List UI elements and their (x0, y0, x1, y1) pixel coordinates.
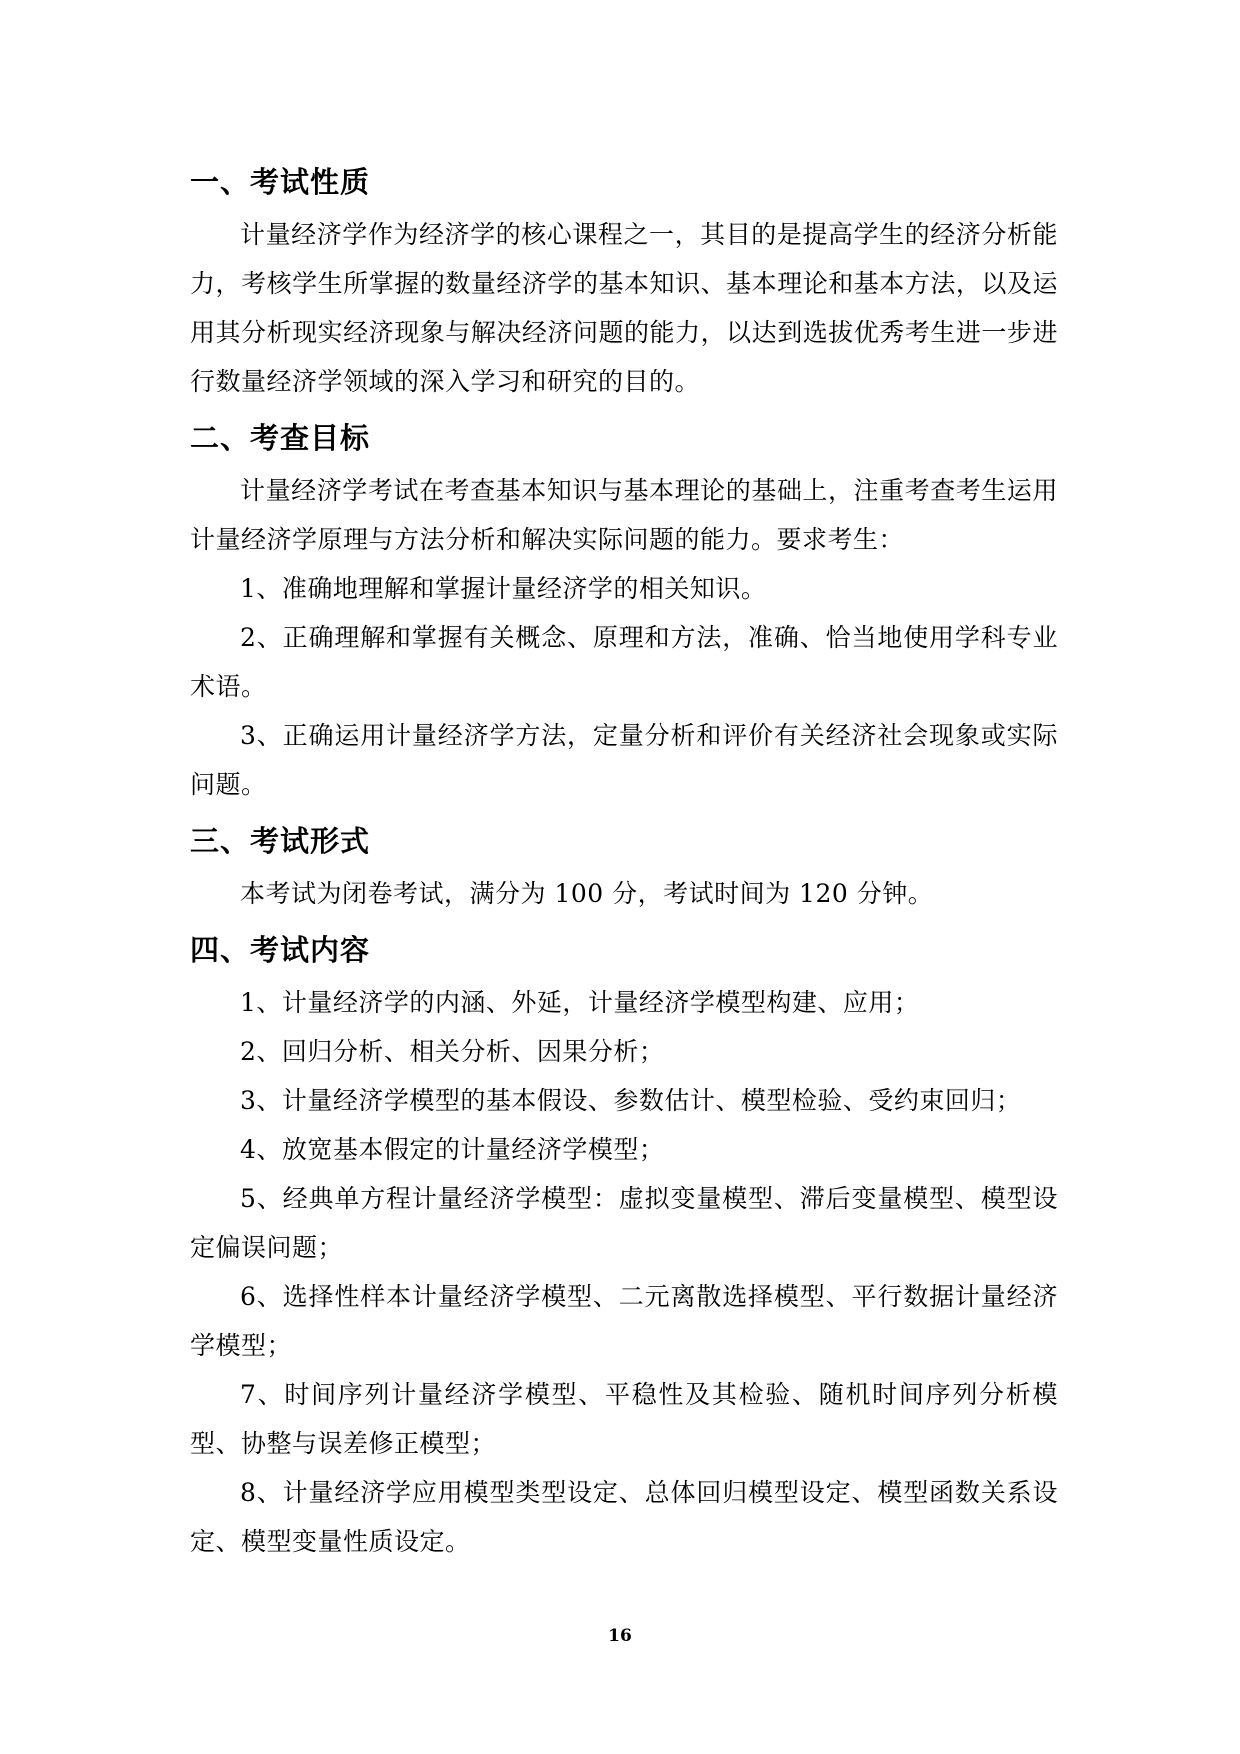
content-item-5: 5、经典单方程计量经济学模型：虚拟变量模型、滞后变量模型、模型设定偏误问题； (190, 1184, 1058, 1262)
section-heading-exam-format: 三、考试形式 (190, 824, 371, 858)
objective-item-2: 2、正确理解和掌握有关概念、原理和方法，准确、恰当地使用学科专业术语。 (190, 623, 1058, 701)
objective-item-1: 1、准确地理解和掌握计量经济学的相关知识。 (240, 574, 767, 603)
section-heading-exam-objectives: 二、考查目标 (190, 421, 371, 455)
objective-item-3: 3、正确运用计量经济学方法，定量分析和评价有关经济社会现象或实际问题。 (190, 721, 1058, 799)
page-number: 16 (608, 1626, 632, 1646)
content-item-1: 1、计量经济学的内涵、外延，计量经济学模型构建、应用； (240, 988, 920, 1017)
content-item-2: 2、回归分析、相关分析、因果分析； (240, 1037, 665, 1066)
content-item-7: 7、时间序列计量经济学模型、平稳性及其检验、随机时间序列分析模型、协整与误差修正模型； (190, 1380, 1058, 1458)
section-heading-exam-nature: 一、考试性质 (190, 165, 371, 199)
content-item-8: 8、计量经济学应用模型类型设定、总体回归模型设定、模型函数关系设定、模型变量性质设定。 (190, 1478, 1058, 1556)
content-item-4: 4、放宽基本假定的计量经济学模型； (240, 1135, 665, 1164)
document-body (190, 158, 1058, 1566)
content-item-6: 6、选择性样本计量经济学模型、二元离散选择模型、平行数据计量经济学模型； (190, 1282, 1058, 1360)
paragraph-exam-nature: 计量经济学作为经济学的核心课程之一，其目的是提高学生的经济分析能力，考核学生所掌握的数量经济学的基本知识、基本理论和基本方法，以及运用其分析现实经济现象与解决经济问题的能力，以达到选拔优秀考生进一步进行数量经济学领域的深入学习和研究的目的。 (190, 220, 1058, 396)
paragraph-exam-format: 本考试为闭卷考试，满分为 100 分，考试时间为 120 分钟。 (240, 879, 934, 908)
paragraph-objectives-intro: 计量经济学考试在考查基本知识与基本理论的基础上，注重考查考生运用计量经济学原理与方法分析和解决实际问题的能力。要求考生： (190, 476, 1058, 554)
content-item-3: 3、计量经济学模型的基本假设、参数估计、模型检验、受约束回归； (240, 1086, 1022, 1115)
section-heading-exam-content: 四、考试内容 (190, 933, 371, 967)
